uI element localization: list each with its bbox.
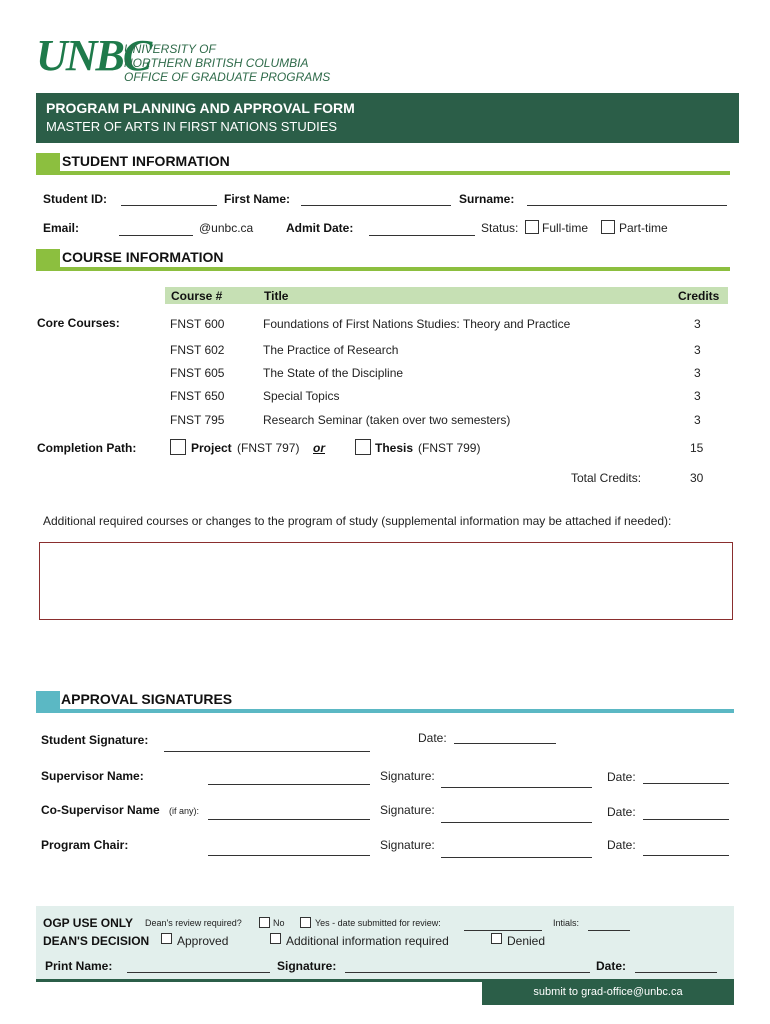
review-yes-checkbox[interactable] — [300, 917, 311, 928]
course-title: Special Topics — [263, 389, 340, 403]
course-code: FNST 602 — [170, 343, 225, 357]
surname-field[interactable] — [527, 205, 727, 206]
course-title: The Practice of Research — [263, 343, 399, 357]
supervisor-signature-field[interactable] — [441, 787, 592, 788]
completion-path-label: Completion Path: — [37, 441, 137, 455]
section-rule — [36, 171, 730, 175]
logo-line-3: OFFICE OF GRADUATE PROGRAMS — [124, 70, 331, 84]
project-checkbox[interactable] — [170, 439, 186, 455]
student-id-label: Student ID: — [43, 192, 107, 206]
cosupervisor-signature-label: Signature: — [380, 803, 435, 817]
student-info-heading: STUDENT INFORMATION — [62, 153, 230, 169]
course-title: The State of the Discipline — [263, 366, 404, 380]
approval-heading: APPROVAL SIGNATURES — [61, 691, 233, 707]
if-any-note: (if any): — [169, 806, 200, 816]
admit-date-field[interactable] — [369, 235, 475, 236]
course-code: FNST 650 — [170, 389, 225, 403]
course-code: FNST 795 — [170, 413, 225, 427]
additional-info-label: Additional information required — [286, 934, 449, 948]
first-name-label: First Name: — [224, 192, 291, 206]
supervisor-date-label: Date: — [607, 770, 636, 784]
approved-checkbox[interactable] — [161, 933, 172, 944]
denied-label: Denied — [507, 934, 546, 948]
print-name-field[interactable] — [127, 972, 270, 973]
logo-text — [124, 42, 330, 84]
fulltime-label: Full-time — [542, 221, 589, 235]
cosupervisor-name-label: Co-Supervisor Name — [41, 803, 160, 817]
logo-line-2: NORTHERN BRITISH COLUMBIA — [124, 56, 309, 70]
student-id-field[interactable] — [121, 205, 217, 206]
course-title: Foundations of First Nations Studies: Theory and Practice — [263, 317, 571, 331]
admit-date-label: Admit Date: — [286, 221, 354, 235]
section-marker — [36, 249, 60, 269]
core-courses-label: Core Courses: — [37, 316, 120, 330]
col-course-header: Course # — [171, 289, 223, 303]
review-date-field[interactable] — [464, 930, 542, 931]
chair-date-label: Date: — [607, 838, 636, 852]
additional-courses-textarea[interactable] — [39, 542, 733, 620]
approved-label: Approved — [177, 934, 229, 948]
thesis-checkbox[interactable] — [355, 439, 371, 455]
section-rule — [36, 709, 734, 713]
total-credits-value: 30 — [690, 471, 704, 485]
logo-line-1: UNIVERSITY OF — [124, 42, 216, 56]
supervisor-date-field[interactable] — [643, 783, 729, 784]
unbc-logo: UNBC — [36, 31, 151, 80]
fulltime-checkbox[interactable] — [525, 220, 539, 234]
initials-field[interactable] — [588, 930, 630, 931]
first-name-field[interactable] — [301, 205, 451, 206]
col-credits-header: Credits — [678, 289, 720, 303]
col-title-header: Title — [264, 289, 289, 303]
course-code: FNST 600 — [170, 317, 225, 331]
completion-credits: 15 — [690, 441, 704, 455]
dean-review-question: Dean's review required? — [145, 918, 242, 928]
denied-checkbox[interactable] — [491, 933, 502, 944]
project-label: Project — [191, 441, 232, 455]
cosupervisor-signature-field[interactable] — [441, 822, 592, 823]
course-title: Research Seminar (taken over two semesters) — [263, 413, 511, 427]
chair-signature-label: Signature: — [380, 838, 435, 852]
ogp-title: OGP USE ONLY — [43, 916, 134, 930]
student-date-label: Date: — [418, 731, 447, 745]
cosupervisor-date-label: Date: — [607, 805, 636, 819]
form-banner — [36, 93, 739, 143]
form-title: PROGRAM PLANNING AND APPROVAL FORM — [46, 100, 355, 116]
section-rule — [36, 267, 730, 271]
surname-label: Surname: — [459, 192, 515, 206]
course-credits: 3 — [694, 389, 701, 403]
student-signature-label: Student Signature: — [41, 733, 149, 747]
course-credits: 3 — [694, 317, 701, 331]
email-field[interactable] — [119, 235, 193, 236]
additional-courses-prompt: Additional required courses or changes to the program of study (supplemental information may be attached if needed): — [43, 514, 672, 528]
project-code: (FNST 797) — [237, 441, 300, 455]
student-signature-field[interactable] — [164, 751, 370, 752]
review-no-label: No — [273, 918, 285, 928]
total-credits-label: Total Credits: — [571, 471, 642, 485]
section-marker — [36, 691, 60, 711]
email-label: Email: — [43, 221, 80, 235]
status-label: Status: — [481, 221, 519, 235]
course-credits: 3 — [694, 343, 701, 357]
print-name-label: Print Name: — [45, 959, 113, 973]
cosupervisor-name-field[interactable] — [208, 819, 370, 820]
supervisor-name-field[interactable] — [208, 784, 370, 785]
additional-info-checkbox[interactable] — [270, 933, 281, 944]
course-table-header — [165, 287, 728, 304]
email-domain: @unbc.ca — [199, 221, 254, 235]
submit-email-footer[interactable]: submit to grad-office@unbc.ca — [482, 980, 734, 1005]
student-date-field[interactable] — [454, 743, 556, 744]
thesis-label: Thesis — [375, 441, 414, 455]
course-code: FNST 605 — [170, 366, 225, 380]
course-credits: 3 — [694, 413, 701, 427]
supervisor-name-label: Supervisor Name: — [41, 769, 144, 783]
or-label: or — [313, 441, 325, 455]
dean-date-label: Date: — [596, 959, 627, 973]
review-no-checkbox[interactable] — [259, 917, 270, 928]
initials-label: Intials: — [553, 918, 580, 928]
course-credits: 3 — [694, 366, 701, 380]
parttime-checkbox[interactable] — [601, 220, 615, 234]
supervisor-signature-label: Signature: — [380, 769, 435, 783]
section-marker — [36, 153, 60, 173]
cosupervisor-date-field[interactable] — [643, 819, 729, 820]
form-subtitle: MASTER OF ARTS IN FIRST NATIONS STUDIES — [46, 119, 338, 134]
program-chair-name-field[interactable] — [208, 855, 370, 856]
review-yes-label: Yes - date submitted for review: — [315, 918, 441, 928]
program-chair-label: Program Chair: — [41, 838, 129, 852]
dean-decision-label: DEAN'S DECISION — [43, 934, 150, 948]
chair-date-field[interactable] — [643, 855, 729, 856]
parttime-label: Part-time — [619, 221, 668, 235]
dean-signature-label: Signature: — [277, 959, 337, 973]
dean-date-field[interactable] — [635, 972, 717, 973]
dean-signature-field[interactable] — [345, 972, 590, 973]
course-info-heading: COURSE INFORMATION — [62, 249, 224, 265]
thesis-code: (FNST 799) — [418, 441, 481, 455]
chair-signature-field[interactable] — [441, 857, 592, 858]
